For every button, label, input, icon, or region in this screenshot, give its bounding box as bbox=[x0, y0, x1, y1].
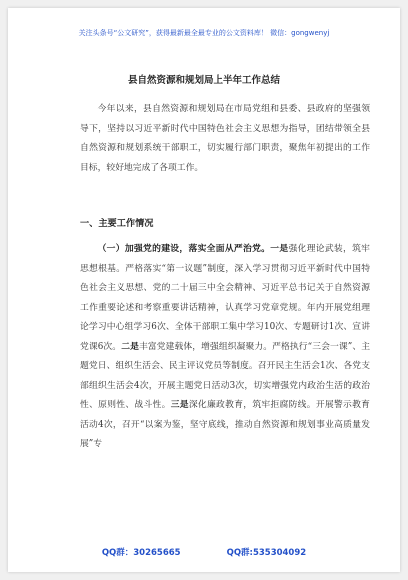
point-label-1: 一是 bbox=[270, 244, 289, 254]
section-heading: 一、主要工作情况 bbox=[80, 218, 154, 229]
document-title: 县自然资源和规划局上半年工作总结 bbox=[127, 75, 280, 86]
header-promo-note: 关注头条号“公文研究”，获得最新最全最专业的公文资料库！ 微信：gongwenyj bbox=[78, 29, 330, 37]
document-page bbox=[8, 8, 400, 572]
intro-paragraph: 今年以来，县自然资源和规划局在市局党组和县委、县政府的坚强领导下，坚持以习近平新时代中国特色社会主义思想为指导，团结带领全县自然资源和规划系统干部职工，切实履行部门职责，聚焦年初提出的工作目标，较好地完成了各项工作。 bbox=[80, 104, 370, 173]
point-label-2: 二是 bbox=[121, 341, 139, 352]
footer-qq-group-2: QQ群:535304092 bbox=[226, 548, 307, 558]
paragraph-subheading: （一）加强党的建设，落实全面从严治党。 bbox=[97, 244, 271, 254]
footer-contact bbox=[8, 546, 400, 558]
party-building-paragraph bbox=[80, 240, 370, 455]
point-text-1: 强化理论武装，筑牢思想根基。严格落实“第一议题”制度，深入学习贯彻习近平新时代中国特色社会主义思想、党的二十届三中全会精神、习近平总书记关于自然资源工作重要论述和考察重要讲话精神，认真学习党章党规。年内开展党组理论学习中心组学习6次、全体干部职工集中学习10次、专题研讨1次、宣讲党课6次。 bbox=[80, 244, 370, 352]
footer-qq-group-1: QQ群：30265665 bbox=[101, 548, 181, 558]
point-text-2: 丰富党建载体，增强组织凝聚力。严格执行“三会一课”、主题党日、组织生活会、民主评议党员等制度。召开民主生活会1次、各党支部组织生活会4次，开展主题党日活动3次，切实增强党内政治生活的政治性、原则性、战斗性。 bbox=[80, 341, 370, 410]
point-text-3: 深化廉政教育，筑牢拒腐防线。开展警示教育活动4次，召开“以案为鉴，坚守底线，推动自然资源和规划事业高质量发展”专 bbox=[80, 400, 370, 449]
point-label-3: 三是 bbox=[170, 400, 189, 410]
